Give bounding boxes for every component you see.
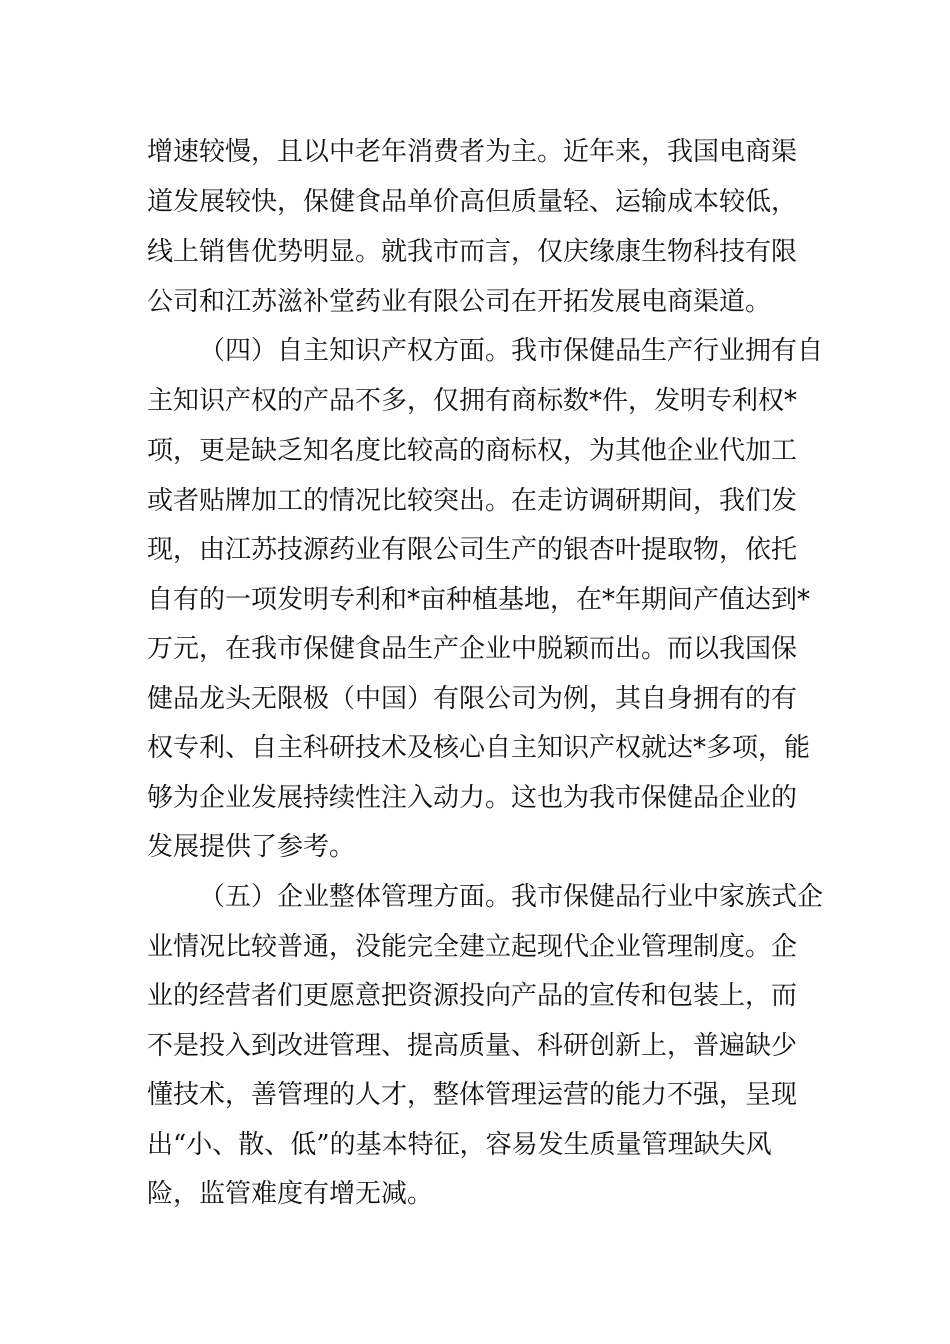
paragraph-2-line-2: 主知识产权的产品不多，仅拥有商标数*件，发明专利权* xyxy=(147,386,798,416)
paragraph-1-line-3: 线上销售优势明显。就我市而言，仅庆缘康生物科技有限 xyxy=(147,237,798,267)
paragraph-3-line-6: 出“小、散、低”的基本特征，容易发生质量管理缺失风 xyxy=(147,1130,772,1160)
paragraph-2-line-7: 万元，在我市保健食品生产企业中脱颖而出。而以我国保 xyxy=(147,634,798,664)
paragraph-2-line-4: 或者贴牌加工的情况比较突出。在走访调研期间，我们发 xyxy=(147,486,798,516)
paragraph-2-line-9: 权专利、自主科研技术及核心自主知识产权就达*多项，能 xyxy=(147,733,811,763)
paragraph-2-line-5: 现，由江苏技源药业有限公司生产的银杏叶提取物，依托 xyxy=(147,535,798,565)
paragraph-3-line-5: 懂技术，善管理的人才，整体管理运营的能力不强，呈现 xyxy=(147,1080,798,1110)
paragraph-2-line-10: 够为企业发展持续性注入动力。这也为我市保健品企业的 xyxy=(147,783,798,813)
paragraph-2-line-11: 发展提供了参考。 xyxy=(147,832,356,862)
paragraph-1-line-2: 道发展较快，保健食品单价高但质量轻、运输成本较低， xyxy=(147,187,798,217)
paragraph-3-line-3: 业的经营者们更愿意把资源投向产品的宣传和包装上，而 xyxy=(147,981,798,1011)
paragraph-3-line-7: 险，监管难度有增无减。 xyxy=(147,1179,434,1209)
paragraph-3-line-4: 不是投入到改进管理、提高质量、科研创新上，普遍缺少 xyxy=(147,1031,798,1061)
paragraph-2-line-1: （四）自主知识产权方面。我市保健品生产行业拥有自 xyxy=(199,336,824,366)
paragraph-3-line-2: 业情况比较普通，没能完全建立起现代企业管理制度。企 xyxy=(147,932,798,962)
paragraph-1-line-1: 增速较慢，且以中老年消费者为主。近年来，我国电商渠 xyxy=(147,137,798,167)
paragraph-2-line-3: 项，更是缺乏知名度比较高的商标权，为其他企业代加工 xyxy=(147,436,798,466)
paragraph-1-line-4: 公司和江苏滋补堂药业有限公司在开拓发展电商渠道。 xyxy=(147,287,772,317)
paragraph-3-line-1: （五）企业整体管理方面。我市保健品行业中家族式企 xyxy=(199,882,824,912)
paragraph-2-line-6: 自有的一项发明专利和*亩种植基地，在*年期间产值达到* xyxy=(147,585,811,615)
paragraph-2-line-8: 健品龙头无限极（中国）有限公司为例，其自身拥有的有 xyxy=(147,684,798,714)
